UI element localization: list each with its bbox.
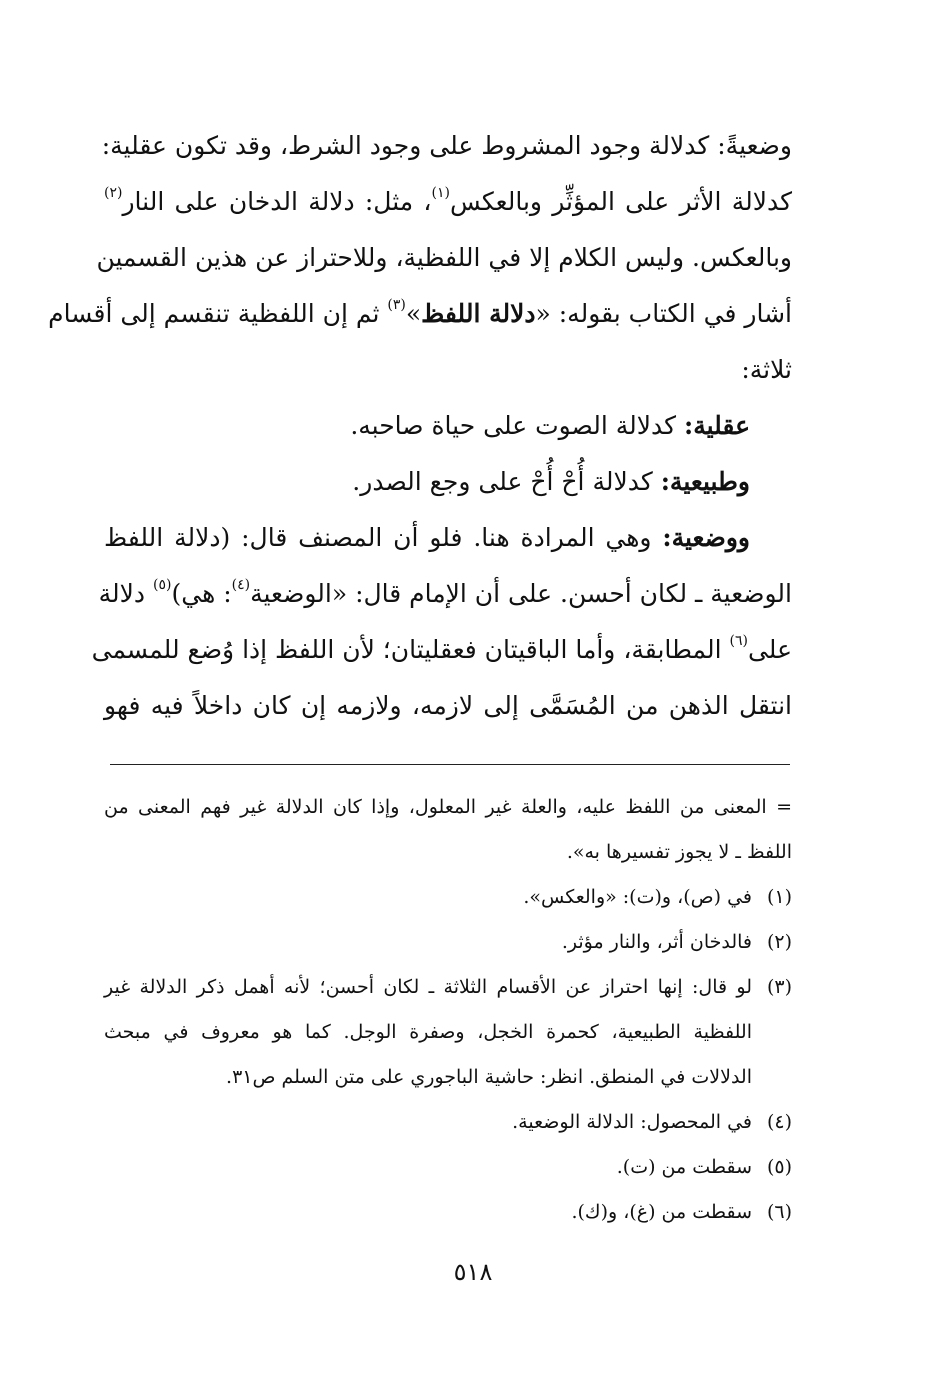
footnote-line [104,920,792,965]
text-segment: وضعيةً: كدلالة وجود المشروط على وجود الشرط، وقد تكون عقلية: [101,131,792,160]
text-line [98,566,792,622]
footnote-text: اللفظية الطبيعية، كحمرة الخجل، وصفرة الوجل. كما هو معروف في مبحث [104,1021,752,1043]
main-text [48,118,792,734]
footnote-ref[interactable]: (٣) [387,296,406,313]
text-segment: المطابقة، وأما الباقيتان فعقليتان؛ لأن اللفظ إذا وُضع للمسمى [91,635,730,664]
footnote-number: (١) [766,886,792,908]
text-segment: انتقل الذهن من المُسَمَّى إلى لازمه، ولازمه إن كان داخلاً فيه فهو [104,691,792,720]
footnote-text: سقطت من (غ)، و(ك). [571,1201,752,1223]
footnote-ref[interactable]: (٥) [153,576,172,593]
text-line [104,174,792,230]
footnote-line [104,875,792,920]
footnote-ref[interactable]: (١) [431,184,450,201]
bold-term: وطبيعية: [660,467,750,496]
footnote-text: الدلالات في المنطق. انظر: حاشية الباجوري على متن السلم ص٣١. [226,1066,752,1088]
footnote-number: (٢) [766,931,792,953]
footnote-ref[interactable]: (٢) [104,184,123,201]
footnote-line [104,785,792,830]
footnote-text: لو قال: إنها احتراز عن الأقسام الثلاثة ـ لكان أحسن؛ لأنه أهمل ذكر الدلالة غير [104,976,752,998]
page-number: ٥١٨ [453,1258,493,1286]
footnote-text: اللفظ ـ لا يجوز تفسيرها به». [566,841,792,863]
footnote-line [104,830,792,875]
text-segment: : هي) [171,579,232,608]
footnote-line [104,1100,792,1145]
footnote-text: = المعنى من اللفظ عليه، والعلة غير المعلول، وإذا كان الدلالة غير فهم المعنى من [104,796,792,818]
text-segment: وهي المرادة هنا. فلو أن المصنف قال: (دلالة اللفظ [104,523,663,552]
footnote-line [104,1010,792,1055]
text-segment: ، مثل: دلالة الدخان على النار [122,187,432,216]
text-segment: وبالعكس. وليس الكلام إلا في اللفظية، وللاحتراز عن هذين القسمين [96,243,792,272]
footnote-line [104,965,792,1010]
footnote-text: في (ص)، و(ت): «والعكس». [523,886,752,908]
text-segment: أشار في الكتاب بقوله: « [535,299,792,328]
footnote-number: (٣) [766,976,792,998]
text-line [104,510,792,566]
footnote-separator [110,764,790,765]
text-segment: الوضعية ـ لكان أحسن. على أن الإمام قال: «الوضعية [250,579,792,608]
footnotes [104,785,792,1235]
text-segment: كدلالة الأثر على المؤثِّر وبالعكس [449,187,792,216]
text-line [104,342,792,398]
text-line [101,118,792,174]
footnote-number: (٥) [766,1156,792,1178]
text-line [48,286,792,342]
text-segment: على [747,635,792,664]
text-line [91,622,792,678]
bold-term: دلالة اللفظ [421,299,536,328]
text-line [104,454,792,510]
text-segment: دلالة [98,579,154,608]
text-segment: كدلالة أُحْ أُحْ على وجع الصدر. [352,467,661,496]
text-line [96,230,792,286]
footnote-line [104,1190,792,1235]
text-line [104,398,792,454]
footnote-line [104,1145,792,1190]
bold-term: عقلية: [683,411,750,440]
footnote-text: فالدخان أثر، والنار مؤثر. [561,931,752,953]
footnote-line [104,1055,792,1100]
text-segment: » [405,299,422,328]
footnote-text: سقطت من (ت). [616,1156,752,1178]
text-segment: ثلاثة: [741,355,792,384]
bold-term: ووضعية: [662,523,750,552]
footnote-text: في المحصول: الدلالة الوضعية. [512,1111,752,1133]
footnote-number: (٤) [766,1111,792,1133]
text-segment: كدلالة الصوت على حياة صاحبه. [350,411,684,440]
footnote-ref[interactable]: (٤) [231,576,251,593]
text-line [104,678,792,734]
footnote-ref[interactable]: (٦) [729,632,748,649]
text-segment: ثم إن اللفظية تنقسم إلى أقسام [48,299,388,328]
footnote-number: (٦) [766,1201,792,1223]
